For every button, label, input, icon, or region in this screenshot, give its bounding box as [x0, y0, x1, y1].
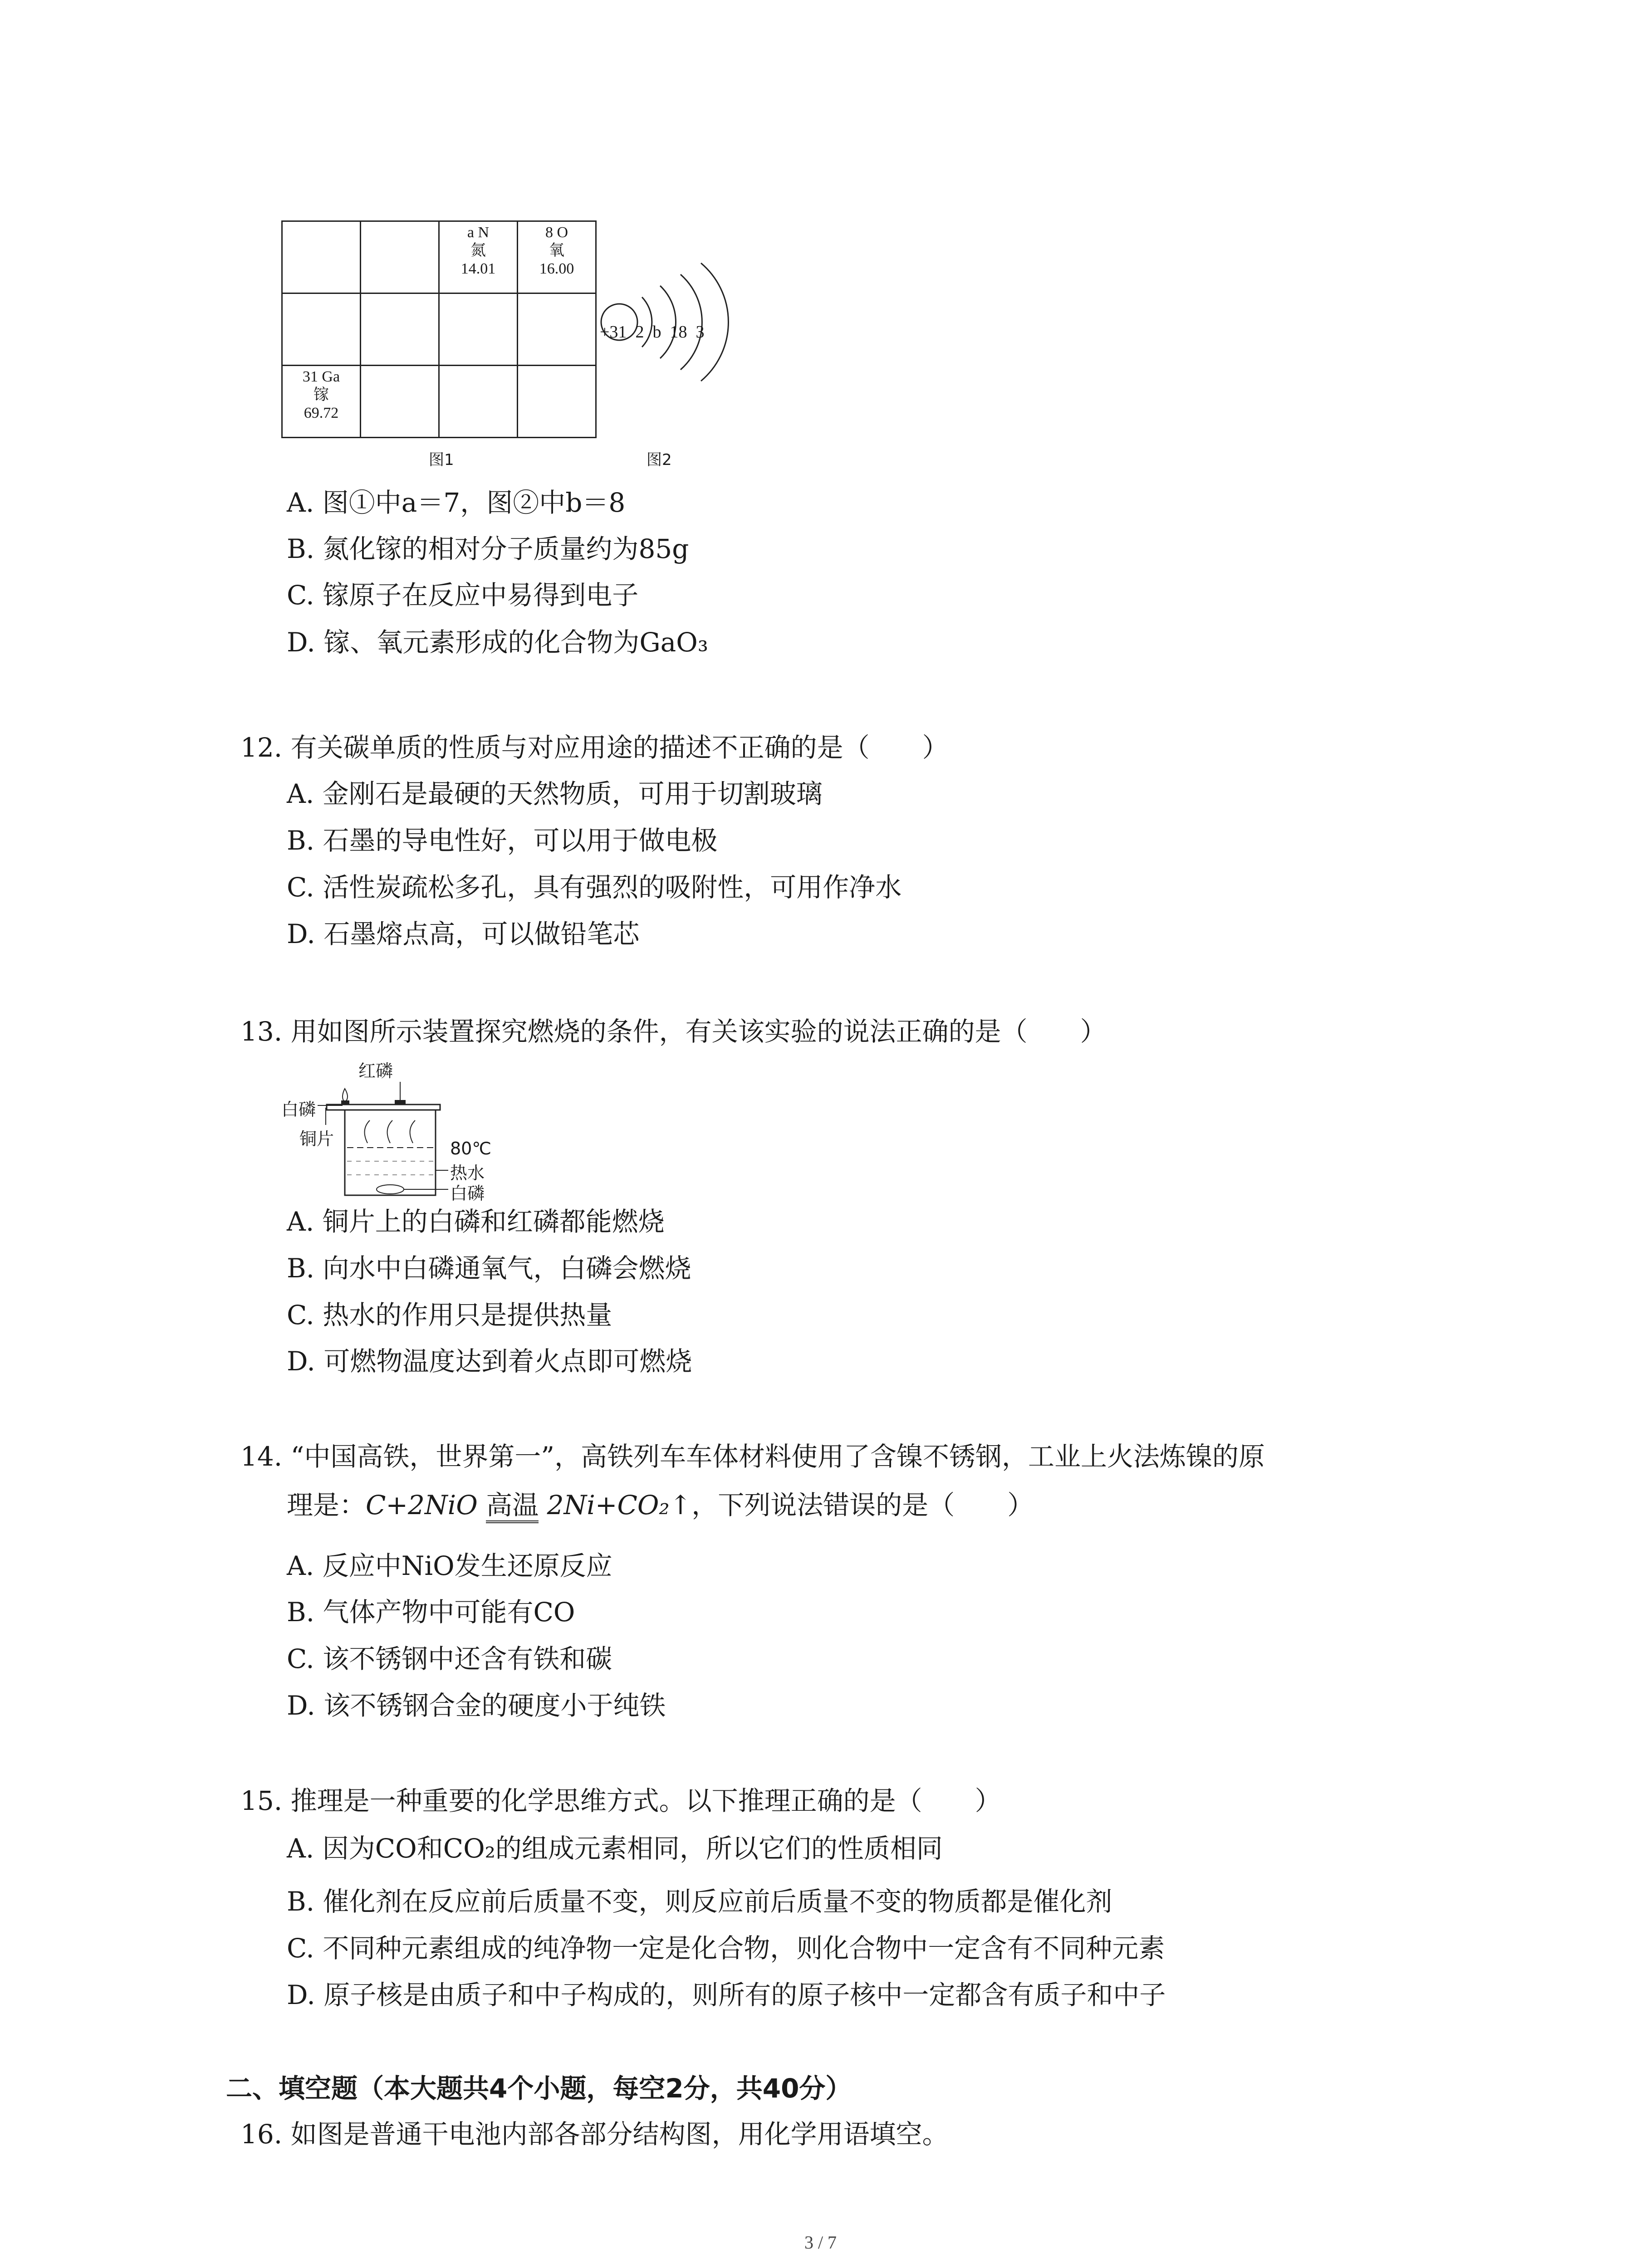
combustion-apparatus-figure [281, 1057, 517, 1207]
page-number: 3 / 7 [804, 2232, 837, 2253]
element-o-mass: 16.00 [539, 260, 574, 277]
nucleus-charge: +31 [600, 323, 627, 342]
q15-option-a: A. 因为CO和CO₂的组成元素相同，所以它们的性质相同 [287, 1833, 943, 1864]
q14-option-c: C. 该不锈钢中还含有铁和碳 [287, 1643, 612, 1674]
label-white-phosphorus-top: 白磷 [281, 1100, 316, 1119]
electron-shell-arc [701, 263, 728, 381]
element-n-name: 氮 [470, 242, 486, 259]
table-cell [518, 293, 596, 366]
table-cell [361, 366, 439, 438]
label-white-phosphorus-bottom: 白磷 [450, 1183, 485, 1203]
q16-stem: 16. 如图是普通干电池内部各部分结构图，用化学用语填空。 [240, 2119, 949, 2150]
q11-option-c: C. 镓原子在反应中易得到电子 [287, 580, 639, 611]
q14-option-b: B. 气体产物中可能有CO [287, 1597, 575, 1628]
element-cell-n [439, 221, 518, 293]
q15-stem: 15. 推理是一种重要的化学思维方式。以下推理正确的是（ ） [240, 1785, 1001, 1816]
element-o-name: 氧 [549, 242, 564, 259]
q12-stem: 12. 有关碳单质的性质与对应用途的描述不正确的是（ ） [240, 732, 949, 763]
table-cell [282, 221, 361, 293]
q14-stem-line2: 理是：C+2NiO 高温 2Ni+CO₂↑，下列说法错误的是（ ） [287, 1489, 1034, 1521]
element-cell-o [518, 221, 596, 293]
section-heading: 二、填空题（本大题共4个小题，每空2分，共40分） [226, 2073, 852, 2104]
q11-option-a: A. 图①中a＝7，图②中b＝8 [287, 487, 626, 518]
table-cell [439, 366, 518, 438]
table-cell [361, 221, 439, 293]
element-ga-name: 镓 [314, 386, 329, 403]
label-copper-plate: 铜片 [299, 1129, 334, 1149]
q11-option-d: D. 镓、氧元素形成的化合物为GaO₃ [287, 627, 709, 658]
table-cell [361, 293, 439, 366]
q13-option-b: B. 向水中白磷通氧气，白磷会燃烧 [287, 1253, 691, 1284]
q12-option-b: B. 石墨的导电性好，可以用于做电极 [287, 825, 718, 856]
q13-option-a: A. 铜片上的白磷和红磷都能燃烧 [287, 1206, 665, 1237]
q14-option-a: A. 反应中NiO发生还原反应 [287, 1550, 612, 1581]
q11-option-b: B. 氮化镓的相对分子质量约为85g [287, 533, 689, 564]
q15-option-d: D. 原子核是由质子和中子构成的，则所有的原子核中一定都含有质子和中子 [287, 1980, 1166, 2010]
q12-option-c: C. 活性炭疏松多孔，具有强烈的吸附性，可用作净水 [287, 872, 902, 903]
q14-stem-line1: 14. “中国高铁，世界第一”，高铁列车车体材料使用了含镍不锈钢，工业上火法炼镍的原 [240, 1441, 1265, 1472]
q14-option-d: D. 该不锈钢合金的硬度小于纯铁 [287, 1690, 666, 1721]
q12-option-d: D. 石墨熔点高，可以做铅笔芯 [287, 919, 640, 949]
atom-labels [600, 322, 704, 342]
table-cell [518, 366, 596, 438]
q13-stem: 13. 用如图所示装置探究燃烧的条件，有关该实验的说法正确的是（ ） [240, 1016, 1107, 1047]
q15-option-c: C. 不同种元素组成的纯净物一定是化合物，则化合物中一定含有不同种元素 [287, 1933, 1165, 1964]
q13-option-d: D. 可燃物温度达到着火点即可燃烧 [287, 1346, 692, 1377]
label-hot-water: 热水 [450, 1163, 485, 1183]
shell-electrons: 2 b 18 3 [635, 323, 705, 342]
equation-left: C+2NiO [366, 1490, 478, 1520]
element-ga-mass: 69.72 [304, 405, 339, 421]
label-temperature: 80℃ [450, 1139, 492, 1158]
equation-right: 2Ni+CO₂↑ [547, 1490, 692, 1520]
table-cell [282, 293, 361, 366]
element-n-symbol: a N [467, 224, 490, 241]
figure1-caption: 图1 [429, 451, 454, 469]
element-ga-symbol: 31 Ga [302, 368, 340, 385]
periodic-table-grid [281, 220, 597, 438]
element-o-symbol: 8 O [545, 224, 568, 241]
figure2-caption: 图2 [647, 451, 672, 469]
element-n-mass: 14.01 [460, 260, 496, 277]
q12-option-a: A. 金刚石是最硬的天然物质，可用于切割玻璃 [287, 778, 823, 809]
label-red-phosphorus: 红磷 [358, 1061, 393, 1081]
equation-condition: 高温 [486, 1490, 539, 1523]
element-cell-ga [282, 366, 361, 438]
table-cell [439, 293, 518, 366]
q15-option-b: B. 催化剂在反应前后质量不变，则反应前后质量不变的物质都是催化剂 [287, 1886, 1112, 1917]
q13-option-c: C. 热水的作用只是提供热量 [287, 1300, 612, 1330]
